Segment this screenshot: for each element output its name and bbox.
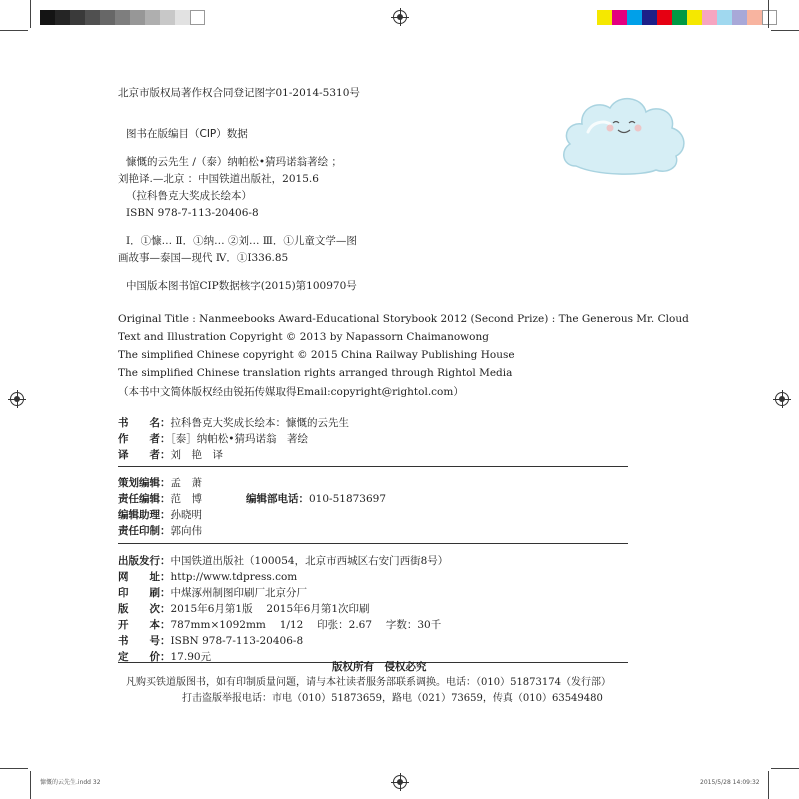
- info-value: 孟 萧: [170, 477, 202, 489]
- editor-planning: [118, 478, 202, 489]
- quality-notice: 凡购买铁道版图书，如有印制质量问题，请与本社读者服务部联系调换。电话：（010）51873174（发行部）: [126, 677, 611, 688]
- cip-line: 刘艳译.—北京 ：中国铁道出版社，2015.6: [118, 173, 319, 185]
- info-value: 17.90元: [170, 651, 212, 663]
- cip-line: （拉科鲁克大奖成长绘本）: [126, 190, 252, 202]
- info-label: 开 本：: [118, 619, 171, 631]
- color-swatch: [657, 10, 672, 25]
- info-label: 编辑部电话：: [246, 493, 309, 505]
- registration-mark-right: [775, 392, 789, 406]
- cip-classification: Ⅰ．①慷… Ⅱ．①纳… ②刘… Ⅲ．①儿童文学—图: [126, 235, 357, 247]
- info-value: http://www.tdpress.com: [170, 571, 298, 583]
- color-swatch: [687, 10, 702, 25]
- color-swatch: [612, 10, 627, 25]
- color-swatch: [597, 10, 612, 25]
- rights-line: （本书中文简体版权经由锐拓传媒取得Email:copyright@rightol.com）: [118, 386, 464, 398]
- pub-printer: [118, 588, 307, 599]
- gray-swatch: [175, 10, 190, 25]
- color-swatch: [762, 10, 777, 25]
- gray-swatch: [70, 10, 85, 25]
- cip-line: 慷慨的云先生 /（泰）纳帕松•猜玛诺翁著绘 ；: [126, 156, 342, 168]
- color-swatch: [672, 10, 687, 25]
- info-value: 拉科鲁克大奖成长绘本：慷慨的云先生: [170, 417, 349, 429]
- info-label: 作 者：: [118, 433, 171, 445]
- info-value: 范 博: [170, 493, 202, 505]
- rights-reserved: 版权所有 侵权必究: [332, 661, 427, 673]
- info-label: 网 址：: [118, 571, 171, 583]
- registration-mark-bottom: [393, 775, 407, 789]
- info-value: ISBN 978-7-113-20406-8: [170, 635, 304, 647]
- info-label: 责任印制：: [118, 525, 171, 537]
- info-label: 策划编辑：: [118, 477, 171, 489]
- info-label: 译 者：: [118, 449, 171, 461]
- info-label: 版 次：: [118, 603, 171, 615]
- crop-mark: [0, 768, 28, 769]
- slug-filename: 慷慨的云先生.indd 32: [40, 779, 101, 786]
- gray-swatch: [55, 10, 70, 25]
- info-label: 书 名：: [118, 417, 171, 429]
- book-info-title: [118, 418, 349, 429]
- info-label: 编辑助理：: [118, 509, 171, 521]
- crop-mark: [30, 771, 31, 799]
- pub-isbn: [118, 636, 303, 647]
- cloud-character-illustration: [558, 92, 690, 178]
- book-info-author: [118, 434, 308, 445]
- info-value: 中煤涿州制图印刷厂北京分厂: [170, 587, 307, 599]
- crop-mark: [0, 30, 28, 31]
- info-value: 郭向伟: [170, 525, 202, 537]
- pub-edition: [118, 604, 370, 615]
- rights-line: Original Title : Nanmeebooks Award-Educational Storybook 2012 (Second Prize) : The Generous Mr. Cloud: [118, 313, 689, 325]
- info-value: 787mm×1092mm 1/12 印张：2.67 字数：30千: [170, 619, 442, 631]
- crop-mark: [30, 0, 31, 28]
- info-value: 2015年6月第1版 2015年6月第1次印刷: [170, 603, 370, 615]
- crop-mark: [768, 0, 769, 28]
- gray-swatch: [40, 10, 55, 25]
- color-swatch: [642, 10, 657, 25]
- editor-printing: [118, 526, 202, 537]
- slug-timestamp: 2015/5/28 14:09:32: [700, 779, 760, 786]
- rights-line: The simplified Chinese copyright © 2015 China Railway Publishing House: [118, 349, 515, 361]
- color-swatch: [627, 10, 642, 25]
- info-value: ［泰］纳帕松•猜玛诺翁 著绘: [170, 433, 308, 445]
- pub-website: [118, 572, 297, 583]
- info-value: 孙晓明: [170, 509, 202, 521]
- registration-mark-left: [10, 392, 24, 406]
- color-swatch: [717, 10, 732, 25]
- editorial-phone: [246, 494, 386, 505]
- color-swatch: [747, 10, 762, 25]
- gray-swatch: [130, 10, 145, 25]
- gray-swatch: [190, 10, 205, 25]
- divider: [118, 543, 628, 544]
- info-label: 定 价：: [118, 651, 171, 663]
- color-swatch: [732, 10, 747, 25]
- crop-mark: [768, 771, 769, 799]
- copyright-registration-number: 北京市版权局著作权合同登记图字01-2014-5310号: [118, 87, 360, 99]
- color-swatch: [702, 10, 717, 25]
- pub-price: [118, 652, 211, 663]
- divider: [118, 466, 628, 467]
- gray-swatch: [145, 10, 160, 25]
- info-label: 责任编辑：: [118, 493, 171, 505]
- cip-line: ISBN 978-7-113-20406-8: [126, 207, 259, 219]
- rights-line: The simplified Chinese translation rights arranged through Rightol Media: [118, 367, 513, 379]
- pub-publisher: [118, 556, 448, 567]
- info-label: 出版发行：: [118, 555, 171, 567]
- gray-swatch: [160, 10, 175, 25]
- editor-responsible: [118, 494, 202, 505]
- info-label: 印 刷：: [118, 587, 171, 599]
- crop-mark: [771, 768, 799, 769]
- gray-swatch: [115, 10, 130, 25]
- pub-format: [118, 620, 441, 631]
- info-label: 书 号：: [118, 635, 171, 647]
- registration-mark-top: [393, 10, 407, 24]
- book-info-translator: [118, 450, 223, 461]
- gray-swatch: [100, 10, 115, 25]
- cip-data-number: 中国版本图书馆CIP数据核字(2015)第100970号: [126, 280, 357, 292]
- info-value: 010-51873697: [309, 493, 387, 505]
- rights-line: Text and Illustration Copyright © 2013 by Napassorn Chaimanowong: [118, 331, 489, 343]
- gray-swatch: [85, 10, 100, 25]
- editor-assistant: [118, 510, 202, 521]
- crop-mark: [771, 30, 799, 31]
- cip-heading: 图书在版编目（CIP）数据: [126, 128, 248, 140]
- piracy-hotline: 打击盗版举报电话：市电（010）51873659，路电（021）73659，传真（010）63549480: [182, 693, 603, 704]
- info-value: 刘 艳 译: [170, 449, 223, 461]
- info-value: 中国铁道出版社（100054，北京市西城区右安门西街8号）: [170, 555, 449, 567]
- cip-classification: 画故事—泰国—现代 Ⅳ．①I336.85: [118, 252, 289, 264]
